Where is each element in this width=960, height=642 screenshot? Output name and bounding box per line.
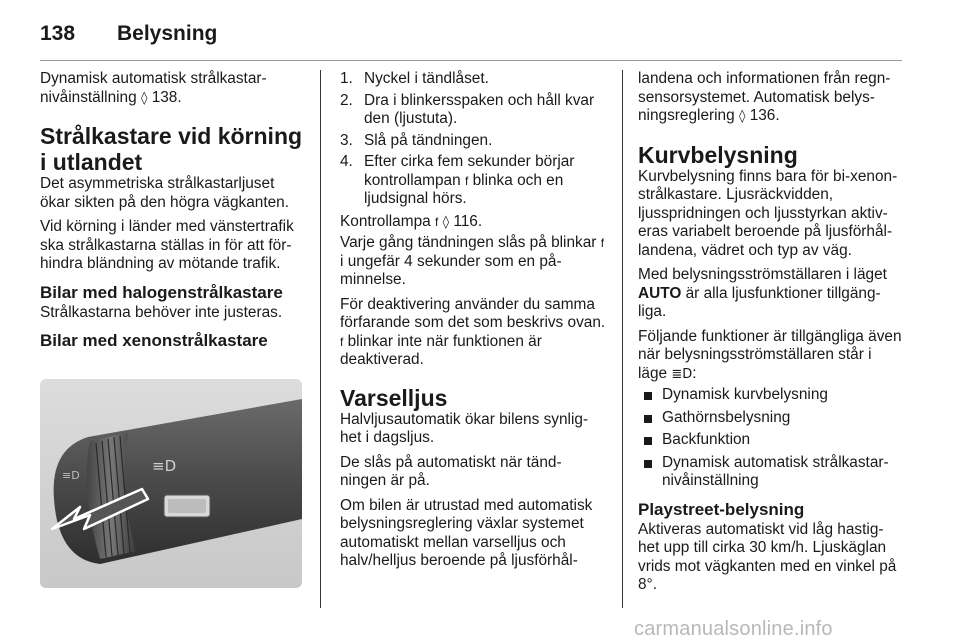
column-divider	[320, 70, 321, 608]
paragraph: Strålkastarna behöver inte justeras.	[40, 303, 283, 321]
heading-kurvbelysning: Kurvbelysning	[638, 141, 798, 168]
steps-list	[340, 70, 606, 209]
intro-paragraph: Dynamisk automatisk strålkastar-nivåinställning ◊ 138.	[40, 70, 267, 106]
paragraph: Följande funktioner är tillgängliga även när belysningsströmställaren står i läge ≣D:	[638, 327, 902, 382]
page-ref-icon: ◊	[140, 90, 148, 106]
warning-lamp-icon: f	[600, 236, 605, 250]
paragraph: Kurvbelysning finns bara för bi-xenon-strålkastare. Ljusräckvidden, ljusspridningen och ljusstyrkan aktiv-eras variabelt beroende på ljusförhål-landena, vädret och typ av väg.	[638, 167, 898, 259]
column-right	[638, 70, 904, 601]
watermark: carmanualsonline.info	[634, 618, 833, 640]
section-title: Belysning	[117, 22, 218, 45]
bullet-list	[638, 386, 904, 491]
auto-label: AUTO	[638, 284, 682, 302]
list-item: 3. Slå på tändningen.	[340, 131, 493, 149]
column-middle	[340, 70, 606, 577]
paragraph: landena och informationen från regn-sensorsystemet. Automatisk belys-ningsreglering ◊ 136.	[638, 70, 891, 124]
list-item: 1. Nyckel i tändlåset.	[340, 70, 489, 87]
column-left	[40, 70, 304, 352]
page-ref-link[interactable]: 136.	[749, 107, 780, 124]
paragraph: Vid körning i länder med vänstertrafik ska strålkastarna ställas in för att för-hindra bländning av mötande trafik.	[40, 218, 294, 272]
list-item: Dynamisk kurvbelysning	[638, 386, 904, 405]
paragraph: Med belysningsströmställaren i läget AUTO är alla ljusfunktioner tillgäng-liga.	[638, 266, 887, 320]
heading-xenon: Bilar med xenonstrålkastare	[40, 331, 268, 350]
paragraph: Halvljusautomatik ökar bilens synlig-het i dagsljus.	[340, 410, 589, 446]
page-ref-icon: ◊	[738, 109, 746, 124]
page-header	[40, 18, 902, 56]
list-item: Gathörnsbelysning	[638, 409, 904, 428]
lamp-symbol: ≡D	[152, 457, 177, 475]
paragraph: De slås på automatiskt när tänd-ningen är på.	[340, 453, 562, 489]
list-item: Dynamisk automatisk strålkastar-nivåinställning	[638, 454, 904, 491]
paragraph: Aktiveras automatiskt vid låg hastig-het upp till cirka 30 km/h. Ljuskäglan vrids mot vägkanten med en vinkel på 8°.	[638, 520, 897, 593]
warning-lamp-icon: f	[340, 334, 344, 349]
column-divider	[622, 70, 623, 608]
paragraph: För deaktivering använder du samma förfarande som det som beskrivs ovan. f blinkar inte när funktionen är deaktiverad.	[340, 295, 606, 368]
heading-abroad: Strålkastare vid körning i utlandet	[40, 123, 303, 175]
warning-lamp-icon: f	[434, 214, 439, 229]
page-ref-link[interactable]: 138.	[151, 88, 182, 106]
paragraph: Det asymmetriska strålkastarljuset ökar sikten på den högra vägkanten.	[40, 175, 289, 211]
warning-lamp-icon: f	[464, 173, 469, 188]
paragraph: Varje gång tändningen slås på blinkar f i ungefär 4 sekunder som en på-minnelse.	[340, 234, 605, 288]
list-item: 2. Dra i blinkersspaken och håll kvar den (ljustuta).	[340, 91, 595, 127]
page-ref-icon: ◊	[442, 214, 450, 230]
heading-playstreet: Playstreet-belysning	[638, 499, 805, 519]
svg-text:≡D: ≡D	[62, 469, 80, 482]
headlight-switch-illustration	[40, 379, 302, 588]
list-item: Backfunktion	[638, 431, 904, 450]
page-number: 138	[40, 22, 76, 45]
list-item: 4. Efter cirka fem sekunder börjar kontrollampan f blinka och en ljudsignal hörs.	[340, 153, 575, 207]
paragraph: Kontrollampa f ◊ 116.	[340, 212, 483, 230]
paragraph: Om bilen är utrustad med automatisk belysningsreglering växlar systemet automatiskt mellan varselljus och halv/helljus beroende på ljusförhål-	[340, 496, 593, 569]
header-rule	[40, 60, 902, 61]
heading-halogen: Bilar med halogenstrålkastare	[40, 282, 283, 302]
page-ref-link[interactable]: 116.	[453, 212, 483, 230]
low-beam-icon: ≣D	[671, 366, 693, 382]
heading-varselljus: Varselljus	[340, 384, 448, 411]
